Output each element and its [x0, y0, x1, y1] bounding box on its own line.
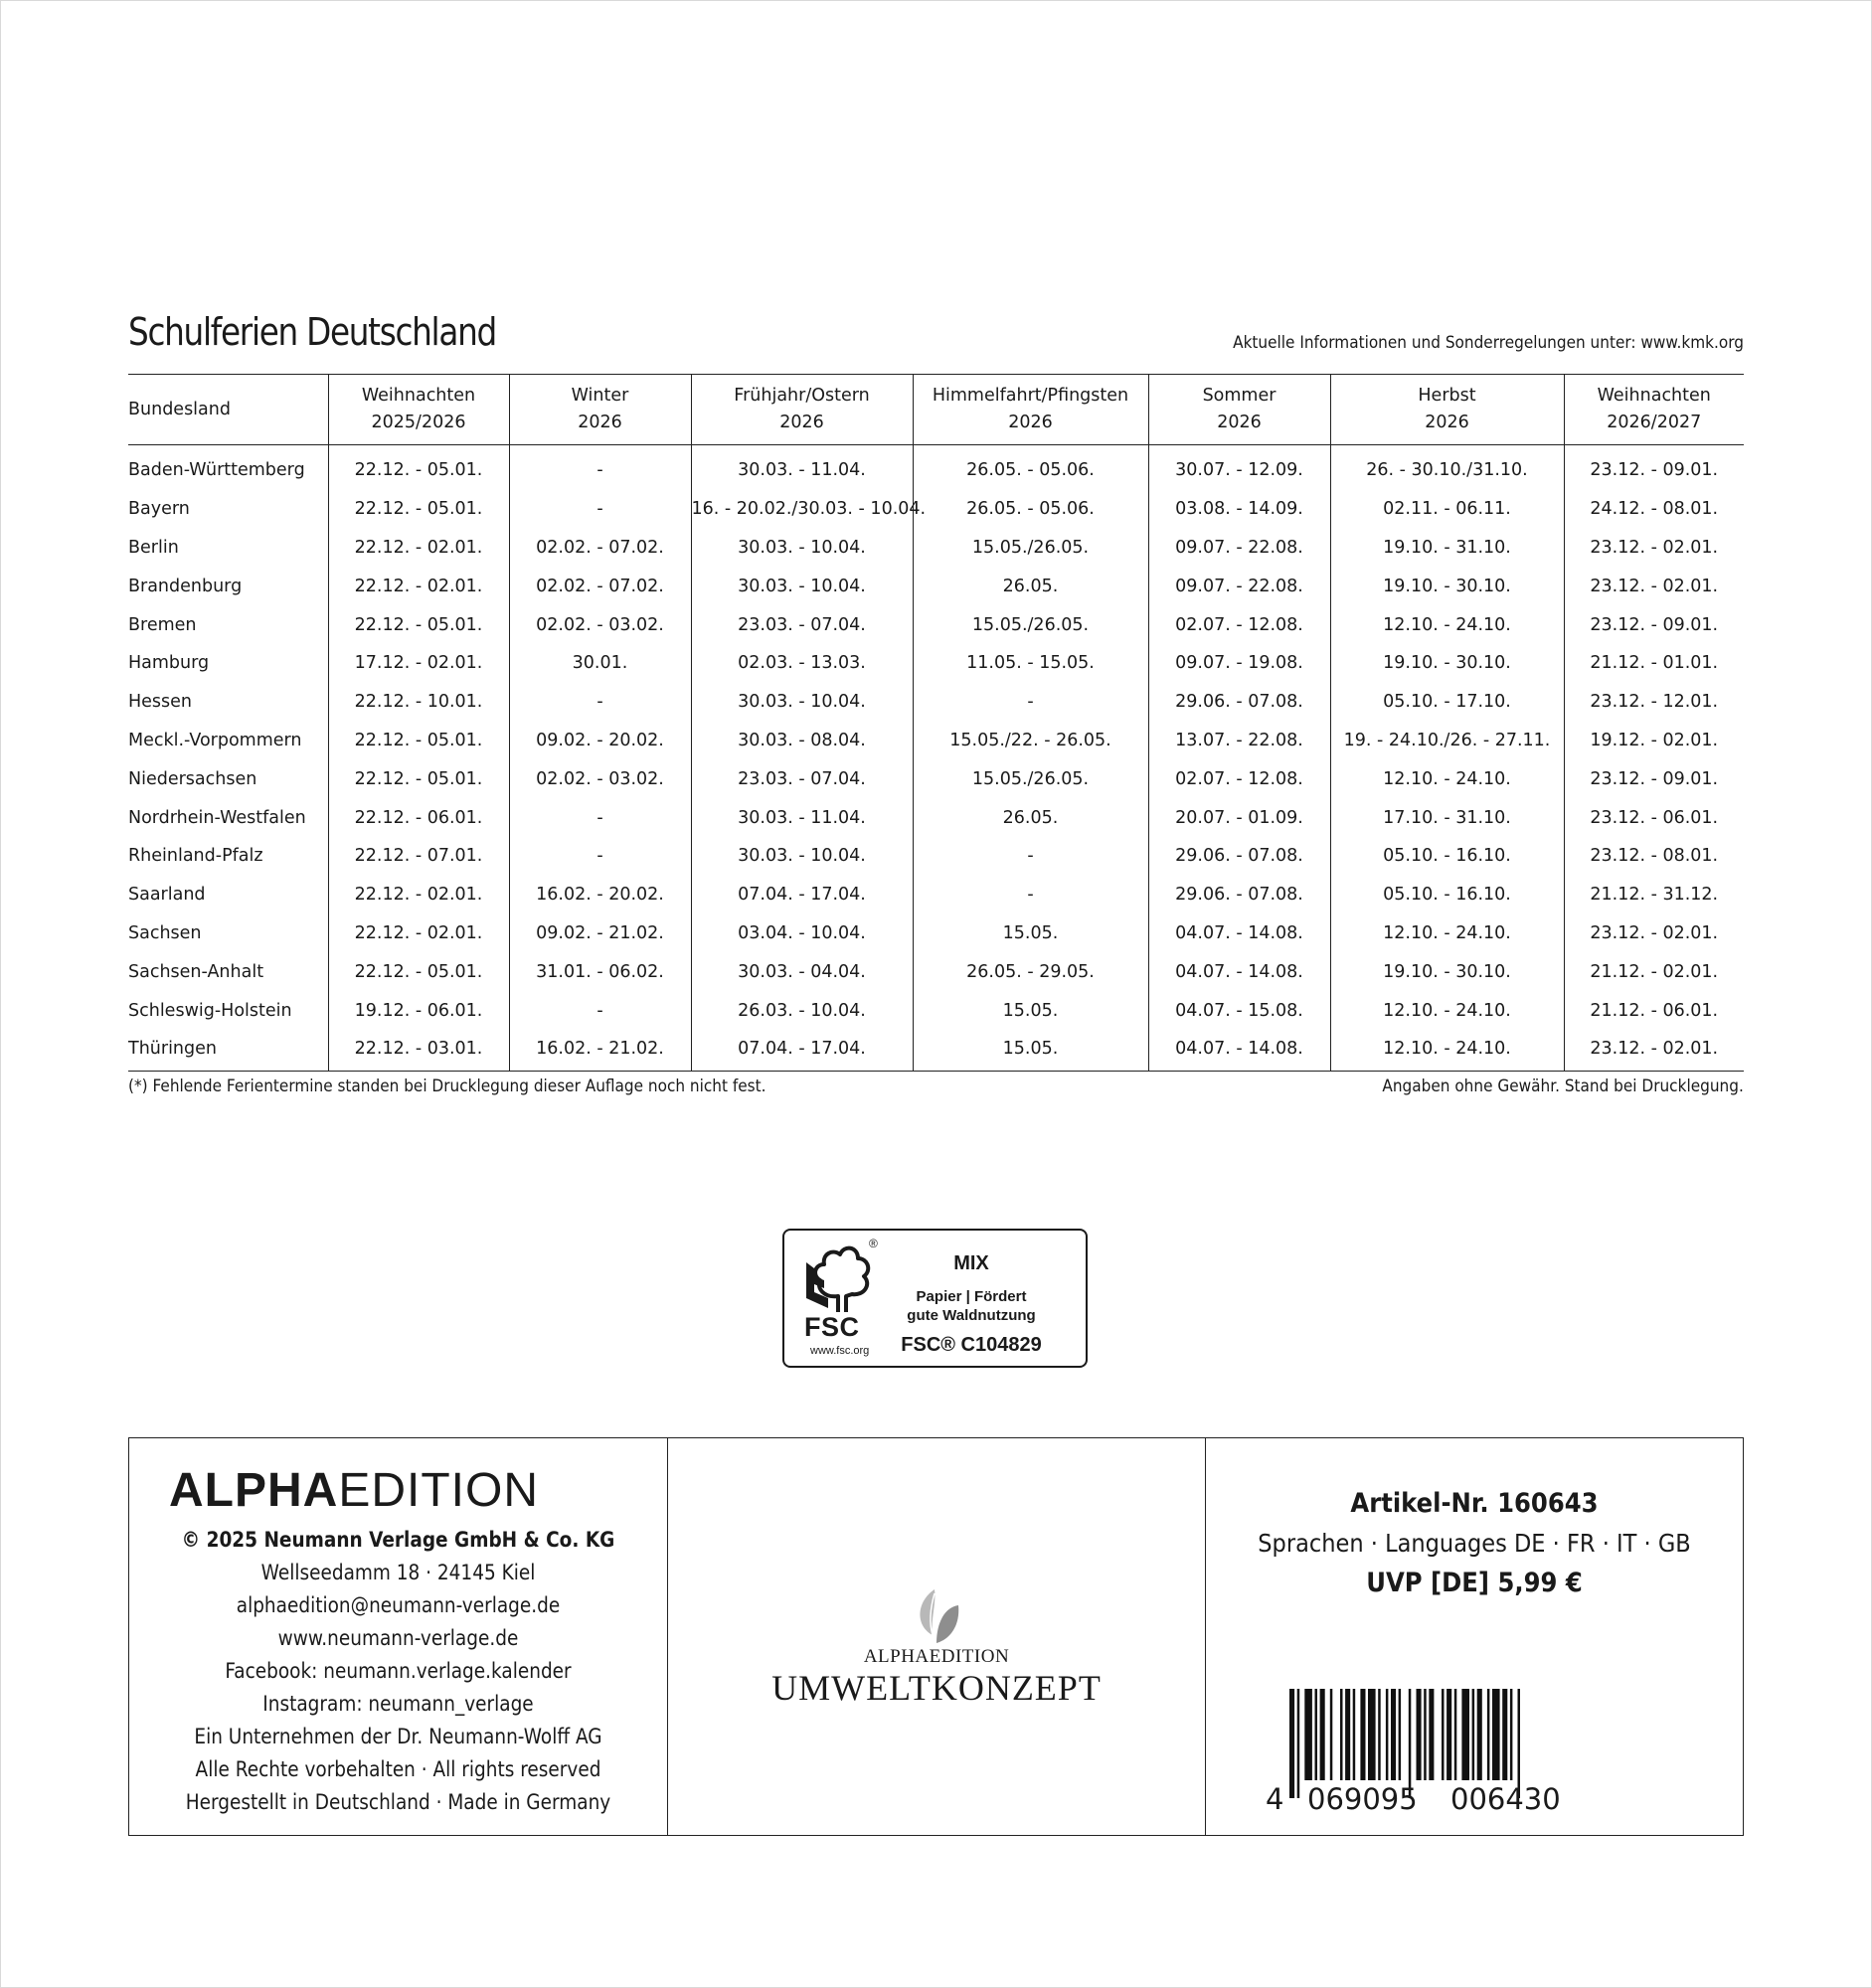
state-name-cell: Sachsen-Anhalt — [128, 952, 328, 991]
holiday-date-cell: 13.07. - 22.08. — [1148, 722, 1330, 760]
barcode-bar — [1378, 1689, 1381, 1780]
barcode-bar — [1368, 1689, 1376, 1780]
holiday-date-cell: 21.12. - 06.01. — [1590, 1000, 1719, 1021]
fsc-website: www.fsc.org — [810, 1345, 870, 1357]
holiday-date-cell: 22.12. - 05.01. — [328, 952, 509, 991]
holiday-table — [128, 374, 1744, 1072]
holiday-date-cell: 16.02. - 20.02. — [509, 876, 691, 914]
state-name-cell: Berlin — [128, 529, 328, 568]
fsc-text-line2: gute Waldnutzung — [907, 1307, 1036, 1324]
holiday-date-cell: 02.11. - 06.11. — [1330, 490, 1564, 529]
barcode-bar — [1345, 1689, 1350, 1780]
barcode-bar — [1487, 1689, 1490, 1780]
holiday-date-cell: 15.05. — [913, 991, 1148, 1030]
holiday-date-cell: 22.12. - 05.01. — [328, 445, 509, 490]
state-name-cell: Meckl.-Vorpommern — [128, 722, 328, 760]
holiday-date-cell: 12.10. - 24.10. — [1330, 914, 1564, 953]
holiday-date-cell: 22.12. - 07.01. — [328, 837, 509, 876]
holiday-date-cell: 11.05. - 15.05. — [913, 644, 1148, 683]
holiday-date-cell: 22.12. - 10.01. — [328, 683, 509, 722]
fsc-registered-mark: ® — [869, 1237, 878, 1250]
holiday-date-cell: 02.02. - 03.02. — [509, 759, 691, 798]
holiday-date-cell: 30.03. - 11.04. — [691, 798, 913, 837]
holiday-date-cell: 03.08. - 14.09. — [1148, 490, 1330, 529]
barcode-bar — [1386, 1689, 1389, 1780]
column-header: Himmelfahrt/Pfingsten 2026 — [913, 375, 1148, 445]
holiday-date-cell: 22.12. - 02.01. — [328, 876, 509, 914]
barcode-bar — [1330, 1689, 1333, 1780]
holiday-date-cell: 30.03. - 10.04. — [691, 529, 913, 568]
barcode-bar — [1320, 1689, 1325, 1780]
holiday-date-cell: - — [913, 876, 1148, 914]
barcode-bar — [1304, 1689, 1312, 1780]
publisher-line: Wellseedamm 18 · 24145 Kiel — [260, 1561, 536, 1584]
state-name-cell: Saarland — [128, 876, 328, 914]
holiday-date-cell: 23.12. - 02.01. — [1590, 576, 1719, 596]
holiday-date-cell: 16.02. - 21.02. — [509, 1030, 691, 1071]
fsc-mix-label: MIX — [953, 1252, 989, 1274]
fsc-text-line1: Papier | Fördert — [916, 1288, 1027, 1305]
table-row — [128, 914, 1744, 953]
barcode-bar — [1454, 1689, 1457, 1780]
holiday-date-cell: 19.10. - 30.10. — [1330, 952, 1564, 991]
barcode-bar — [1340, 1689, 1343, 1780]
holiday-date-cell: 23.12. - 08.01. — [1590, 846, 1719, 867]
state-name-cell: Bremen — [128, 605, 328, 644]
state-name-cell: Schleswig-Holstein — [128, 991, 328, 1030]
barcode-bar — [1417, 1689, 1422, 1780]
holiday-date-cell: - — [509, 683, 691, 722]
holiday-date-cell: 23.03. - 07.04. — [691, 759, 913, 798]
holiday-date-cell: 05.10. - 16.10. — [1330, 876, 1564, 914]
barcode-bar — [1360, 1689, 1365, 1780]
holiday-date-cell: - — [913, 683, 1148, 722]
state-name-cell: Brandenburg — [128, 567, 328, 605]
holiday-date-cell: 30.03. - 10.04. — [691, 837, 913, 876]
state-name-cell: Nordrhein-Westfalen — [128, 798, 328, 837]
state-name-cell: Thüringen — [128, 1030, 328, 1071]
holiday-date-cell: 04.07. - 14.08. — [1148, 1030, 1330, 1071]
column-header: Winter 2026 — [509, 375, 691, 445]
holiday-date-cell: 22.12. - 03.01. — [328, 1030, 509, 1071]
holiday-date-cell: 15.05./26.05. — [913, 529, 1148, 568]
holiday-date-cell: 30.03. - 10.04. — [691, 567, 913, 605]
holiday-date-cell: 19.10. - 30.10. — [1330, 644, 1564, 683]
state-name-cell: Hamburg — [128, 644, 328, 683]
state-name-cell: Rheinland-Pfalz — [128, 837, 328, 876]
holiday-date-cell: 19.10. - 30.10. — [1330, 567, 1564, 605]
holiday-date-cell: 26.03. - 10.04. — [691, 991, 913, 1030]
barcode-bar — [1492, 1689, 1500, 1780]
article-info — [1206, 1484, 1743, 1603]
holiday-date-cell: 19.12. - 02.01. — [1590, 730, 1719, 750]
article-price: UVP [DE] 5,99 € — [1366, 1568, 1583, 1598]
holiday-date-cell: 12.10. - 24.10. — [1330, 759, 1564, 798]
holiday-date-cell: 21.12. - 02.01. — [1590, 961, 1719, 982]
holiday-date-cell: 29.06. - 07.08. — [1148, 683, 1330, 722]
holiday-date-cell: 22.12. - 05.01. — [328, 605, 509, 644]
holiday-date-cell: 04.07. - 14.08. — [1148, 952, 1330, 991]
barcode-bar — [1315, 1689, 1318, 1780]
barcode-bar — [1391, 1689, 1396, 1780]
holiday-date-cell: 24.12. - 08.01. — [1590, 499, 1719, 520]
holiday-date-cell: 22.12. - 02.01. — [328, 529, 509, 568]
barcode-bar — [1510, 1689, 1513, 1780]
fsc-license-code: FSC® C104829 — [901, 1334, 1042, 1356]
footnote-missing-dates: (*) Fehlende Ferientermine standen bei Drucklegung dieser Auflage noch nicht fest. — [128, 1077, 766, 1096]
holiday-date-cell: 26.05. - 05.06. — [913, 490, 1148, 529]
publisher-line: Ein Unternehmen der Dr. Neumann-Wolff AG — [194, 1725, 602, 1748]
holiday-date-cell: 19.10. - 31.10. — [1330, 529, 1564, 568]
holiday-date-cell: 23.12. - 09.01. — [1590, 460, 1719, 481]
barcode-bar — [1477, 1689, 1482, 1780]
article-languages: Sprachen · Languages DE · FR · IT · GB — [1258, 1529, 1691, 1558]
publisher-line: www.neumann-verlage.de — [277, 1626, 519, 1650]
holiday-date-cell: 02.02. - 07.02. — [509, 529, 691, 568]
holiday-date-cell: 05.10. - 16.10. — [1330, 837, 1564, 876]
holiday-date-cell: 05.10. - 17.10. — [1330, 683, 1564, 722]
state-name-cell: Sachsen — [128, 914, 328, 953]
table-row — [128, 837, 1744, 876]
barcode-digits-left: 069095 — [1307, 1782, 1418, 1816]
table-row — [128, 683, 1744, 722]
barcode-bar — [1399, 1689, 1402, 1780]
barcode-digits-right: 006430 — [1450, 1782, 1561, 1816]
barcode-bar — [1429, 1689, 1434, 1780]
state-name-cell: Hessen — [128, 683, 328, 722]
table-row — [128, 722, 1744, 760]
holiday-date-cell: 09.02. - 20.02. — [509, 722, 691, 760]
table-row — [128, 952, 1744, 991]
holiday-date-cell: 23.12. - 02.01. — [1590, 537, 1719, 558]
holiday-date-cell: 26.05. - 29.05. — [913, 952, 1148, 991]
holiday-date-cell: 26.05. — [913, 567, 1148, 605]
holiday-date-cell: 17.10. - 31.10. — [1330, 798, 1564, 837]
holiday-date-cell: 22.12. - 02.01. — [328, 567, 509, 605]
holiday-date-cell: 26.05. - 05.06. — [913, 445, 1148, 490]
holiday-date-cell: 19. - 24.10./26. - 27.11. — [1330, 722, 1564, 760]
holiday-date-cell: 16. - 20.02./30.03. - 10.04. — [691, 490, 913, 529]
umwelt-brand: ALPHAEDITION — [863, 1646, 1010, 1667]
publisher-line: Hergestellt in Deutschland · Made in Germany — [185, 1790, 611, 1814]
table-row — [128, 605, 1744, 644]
barcode-digits — [1266, 1782, 1604, 1822]
holiday-date-cell: 12.10. - 24.10. — [1330, 1030, 1564, 1071]
fsc-logo-text: FSC — [804, 1312, 860, 1342]
holiday-date-cell: 09.07. - 19.08. — [1148, 644, 1330, 683]
publisher-line: Instagram: neumann_verlage — [262, 1692, 534, 1716]
barcode-bar — [1461, 1689, 1469, 1780]
table-row — [128, 445, 1744, 490]
publisher-column — [129, 1438, 668, 1835]
fsc-label — [782, 1229, 1088, 1368]
holiday-date-cell: 15.05./22. - 26.05. — [913, 722, 1148, 760]
holiday-date-cell: 30.07. - 12.09. — [1148, 445, 1330, 490]
barcode-digit-first: 4 — [1266, 1782, 1284, 1816]
holiday-date-cell: 12.10. - 24.10. — [1330, 991, 1564, 1030]
holiday-date-cell: 15.05. — [913, 1030, 1148, 1071]
barcode-bar — [1472, 1689, 1475, 1780]
holiday-date-cell: 23.12. - 09.01. — [1590, 768, 1719, 789]
column-header: Weihnachten 2026/2027 — [1564, 375, 1744, 445]
table-row — [128, 759, 1744, 798]
publisher-line: Alle Rechte vorbehalten · All rights reserved — [195, 1757, 601, 1781]
holiday-date-cell: - — [509, 798, 691, 837]
holiday-date-cell: 23.12. - 02.01. — [1564, 1030, 1744, 1071]
barcode-bar — [1442, 1689, 1445, 1780]
holiday-date-cell: 02.07. - 12.08. — [1148, 605, 1330, 644]
publisher-line: alphaedition@neumann-verlage.de — [236, 1593, 561, 1617]
table-row — [128, 644, 1744, 683]
holiday-date-cell: 15.05./26.05. — [913, 605, 1148, 644]
holiday-date-cell: 09.02. - 21.02. — [509, 914, 691, 953]
holiday-date-cell: 09.07. - 22.08. — [1148, 567, 1330, 605]
column-header: Weihnachten 2025/2026 — [328, 375, 509, 445]
holiday-date-cell: 07.04. - 17.04. — [691, 1030, 913, 1071]
holiday-date-cell: 23.12. - 12.01. — [1590, 692, 1719, 713]
holiday-date-cell: 31.01. - 06.02. — [509, 952, 691, 991]
table-row — [128, 529, 1744, 568]
holiday-date-cell: 02.07. - 12.08. — [1148, 759, 1330, 798]
column-header: Bundesland — [128, 375, 328, 445]
umweltkonzept-column — [668, 1438, 1206, 1835]
article-column — [1206, 1438, 1743, 1835]
holiday-date-cell: - — [509, 490, 691, 529]
barcode-bar — [1447, 1689, 1451, 1780]
state-name-cell: Baden-Württemberg — [128, 445, 328, 490]
state-name-cell: Bayern — [128, 490, 328, 529]
publisher-address — [129, 1524, 667, 1819]
holiday-date-cell: 19.12. - 06.01. — [328, 991, 509, 1030]
holiday-date-cell: 30.01. — [509, 644, 691, 683]
holiday-date-cell: 30.03. - 08.04. — [691, 722, 913, 760]
publisher-line: Facebook: neumann.verlage.kalender — [225, 1659, 572, 1683]
holiday-date-cell: 22.12. - 02.01. — [328, 914, 509, 953]
holiday-date-cell: 29.06. - 07.08. — [1148, 876, 1330, 914]
table-row — [128, 876, 1744, 914]
holiday-date-cell: - — [509, 837, 691, 876]
holiday-date-cell: 23.12. - 06.01. — [1590, 807, 1719, 828]
column-header: Frühjahr/Ostern 2026 — [691, 375, 913, 445]
holiday-date-cell: 26. - 30.10./31.10. — [1330, 445, 1564, 490]
article-number: Artikel-Nr. 160643 — [1350, 1488, 1599, 1519]
table-row — [128, 798, 1744, 837]
holiday-date-cell: 03.04. - 10.04. — [691, 914, 913, 953]
holiday-date-cell: 02.02. - 07.02. — [509, 567, 691, 605]
holiday-date-cell: 30.03. - 10.04. — [691, 683, 913, 722]
copyright-line: © 2025 Neumann Verlage GmbH & Co. KG — [181, 1528, 615, 1552]
alphaedition-logo: ALPHAEDITION — [169, 1464, 539, 1517]
table-header-row — [128, 375, 1744, 445]
holiday-date-cell: 02.03. - 13.03. — [691, 644, 913, 683]
holiday-date-cell: 23.03. - 07.04. — [691, 605, 913, 644]
holiday-date-cell: 15.05. — [913, 914, 1148, 953]
holiday-date-cell: 09.07. - 22.08. — [1148, 529, 1330, 568]
holiday-date-cell: 07.04. - 17.04. — [691, 876, 913, 914]
holiday-date-cell: 29.06. - 07.08. — [1148, 837, 1330, 876]
publisher-box — [128, 1437, 1744, 1836]
holiday-date-cell: 22.12. - 05.01. — [328, 722, 509, 760]
holiday-date-cell: - — [509, 445, 691, 490]
holiday-date-cell: 12.10. - 24.10. — [1330, 605, 1564, 644]
table-row — [128, 1030, 1744, 1071]
footnote-disclaimer: Angaben ohne Gewähr. Stand bei Drucklegung. — [1382, 1077, 1744, 1096]
holiday-date-cell: 22.12. - 05.01. — [328, 490, 509, 529]
holiday-date-cell: 04.07. - 14.08. — [1148, 914, 1330, 953]
barcode-bar — [1353, 1689, 1356, 1780]
barcode-bar — [1424, 1689, 1427, 1780]
holiday-date-cell: 21.12. - 31.12. — [1590, 885, 1719, 906]
page-title: Schulferien Deutschland — [128, 310, 496, 354]
state-name-cell: Niedersachsen — [128, 759, 328, 798]
holiday-date-cell: - — [509, 991, 691, 1030]
holiday-date-cell: 26.05. — [913, 798, 1148, 837]
holiday-date-cell: - — [913, 837, 1148, 876]
holiday-date-cell: 21.12. - 01.01. — [1590, 653, 1719, 674]
leaf-icon — [907, 1585, 962, 1647]
umwelt-title: UMWELTKONZEPT — [771, 1668, 1102, 1708]
column-header: Herbst 2026 — [1330, 375, 1564, 445]
source-note: Aktuelle Informationen und Sonderregelungen unter: www.kmk.org — [1233, 333, 1744, 353]
holiday-date-cell: 20.07. - 01.09. — [1148, 798, 1330, 837]
holiday-date-cell: 22.12. - 05.01. — [328, 759, 509, 798]
holiday-date-cell: 15.05./26.05. — [913, 759, 1148, 798]
holiday-date-cell: 04.07. - 15.08. — [1148, 991, 1330, 1030]
table-row — [128, 991, 1744, 1030]
holiday-date-cell: 30.03. - 04.04. — [691, 952, 913, 991]
holiday-date-cell: 22.12. - 06.01. — [328, 798, 509, 837]
holiday-date-cell: 23.12. - 09.01. — [1590, 614, 1719, 635]
holiday-date-cell: 02.02. - 03.02. — [509, 605, 691, 644]
column-header: Sommer 2026 — [1148, 375, 1330, 445]
holiday-date-cell: 17.12. - 02.01. — [328, 644, 509, 683]
holiday-date-cell: 23.12. - 02.01. — [1590, 922, 1719, 943]
holiday-date-cell: 30.03. - 11.04. — [691, 445, 913, 490]
barcode-bar — [1502, 1689, 1507, 1780]
table-row — [128, 490, 1744, 529]
table-row — [128, 567, 1744, 605]
